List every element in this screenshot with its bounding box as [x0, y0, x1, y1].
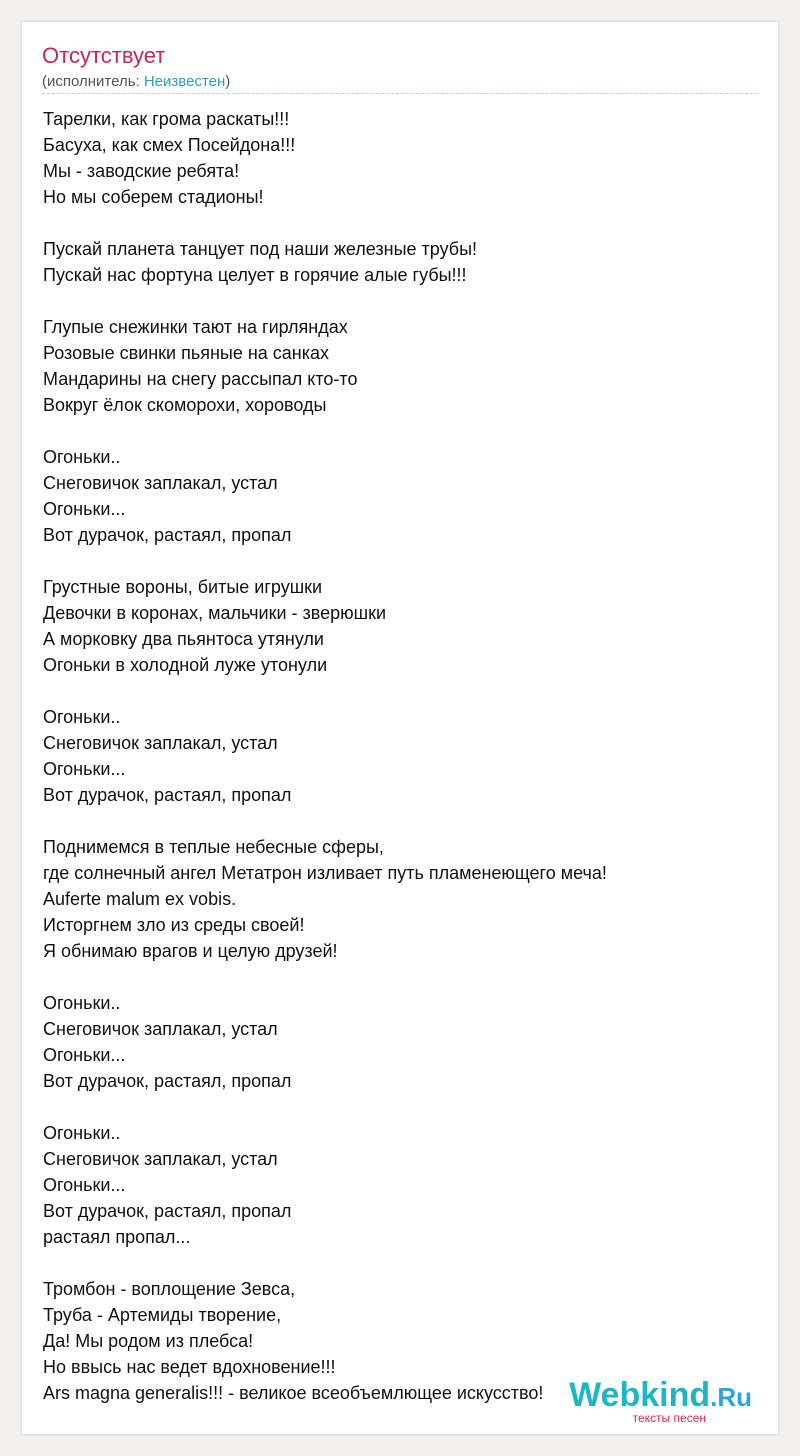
lyric-line: Вот дурачок, растаял, пропал — [43, 1201, 292, 1221]
lyric-line: Ars magna generalis!!! - великое всеобъемлющее искусство! — [43, 1383, 544, 1403]
lyric-line: Пускай нас фортуна целует в горячие алые губы!!! — [43, 265, 467, 285]
webkind-watermark — [569, 1378, 752, 1424]
lyric-line: Я обнимаю врагов и целую друзей! — [43, 941, 338, 961]
artist-link[interactable]: Неизвестен — [143, 73, 226, 90]
lyric-line: Вокруг ёлок скоморохи, хороводы — [43, 395, 327, 415]
lyric-line: Вот дурачок, растаял, пропал — [43, 785, 292, 805]
lyric-line — [43, 210, 763, 236]
lyrics-page — [22, 22, 778, 1434]
lyric-line: Труба - Артемиды творение, — [43, 1305, 282, 1325]
song-title: Отсутствует — [42, 43, 166, 68]
logo-tagline: тексты песен — [632, 1411, 706, 1425]
lyric-line: Басуха, как смех Посейдона!!! — [43, 135, 296, 155]
lyric-line — [43, 678, 763, 704]
lyric-line — [43, 808, 763, 834]
lyric-line: Огоньки.. — [43, 1123, 121, 1143]
lyric-line: Розовые свинки пьяные на санках — [43, 343, 330, 363]
lyric-line: Но мы соберем стадионы! — [43, 187, 264, 207]
lyric-line: где солнечный ангел Метатрон изливает путь пламенеющего меча! — [43, 863, 607, 883]
artist-suffix: ) — [225, 73, 231, 90]
lyric-line: Огоньки... — [43, 759, 126, 779]
lyric-line: Грустные вороны, битые игрушки — [43, 577, 323, 597]
logo-suffix: .Ru — [710, 1382, 752, 1412]
lyric-line: Вот дурачок, растаял, пропал — [43, 525, 292, 545]
logo-main: Webkind — [569, 1376, 711, 1414]
lyric-line: Огоньки... — [43, 1175, 126, 1195]
lyric-line: Пускай планета танцует под наши железные трубы! — [43, 239, 478, 259]
artist-prefix: (исполнитель: — [42, 73, 144, 90]
lyric-line: Огоньки... — [43, 499, 126, 519]
header-divider — [42, 93, 758, 94]
lyric-line — [43, 418, 763, 444]
lyric-line: растаял пропал... — [43, 1227, 191, 1247]
lyric-line: А морковку два пьянтоса утянули — [43, 629, 324, 649]
lyric-line: Огоньки.. — [43, 707, 121, 727]
lyrics-text — [43, 106, 763, 1406]
lyric-line — [43, 288, 763, 314]
lyric-line: Мы - заводские ребята! — [43, 161, 240, 181]
lyric-line: Огоньки.. — [43, 993, 121, 1013]
lyric-line: Снеговичок заплакал, устал — [43, 1149, 278, 1169]
artist-line — [42, 72, 230, 92]
lyric-line: Огоньки в холодной луже утонули — [43, 655, 328, 675]
lyric-line: Огоньки... — [43, 1045, 126, 1065]
lyric-line: Глупые снежинки тают на гирляндах — [43, 317, 348, 337]
lyric-line: Огоньки.. — [43, 447, 121, 467]
lyric-line: Auferte malum ex vobis. — [43, 889, 237, 909]
lyric-line: Девочки в коронах, мальчики - зверюшки — [43, 603, 387, 623]
lyric-line — [43, 964, 763, 990]
lyric-line: Снеговичок заплакал, устал — [43, 733, 278, 753]
lyric-line: Да! Мы родом из плебса! — [43, 1331, 254, 1351]
webkind-logo — [569, 1378, 752, 1414]
lyric-line: Исторгнем зло из среды своей! — [43, 915, 305, 935]
lyric-line: Мандарины на снегу рассыпал кто-то — [43, 369, 358, 389]
lyric-line: Тарелки, как грома раскаты!!! — [43, 109, 290, 129]
lyric-line: Поднимемся в теплые небесные сферы, — [43, 837, 384, 857]
lyric-line: Тромбон - воплощение Зевса, — [43, 1279, 296, 1299]
lyric-line — [43, 1094, 763, 1120]
lyric-line — [43, 548, 763, 574]
lyric-line: Вот дурачок, растаял, пропал — [43, 1071, 292, 1091]
lyric-line — [43, 1250, 763, 1276]
lyric-line: Снеговичок заплакал, устал — [43, 473, 278, 493]
lyric-line: Снеговичок заплакал, устал — [43, 1019, 278, 1039]
lyric-line: Но ввысь нас ведет вдохновение!!! — [43, 1357, 336, 1377]
